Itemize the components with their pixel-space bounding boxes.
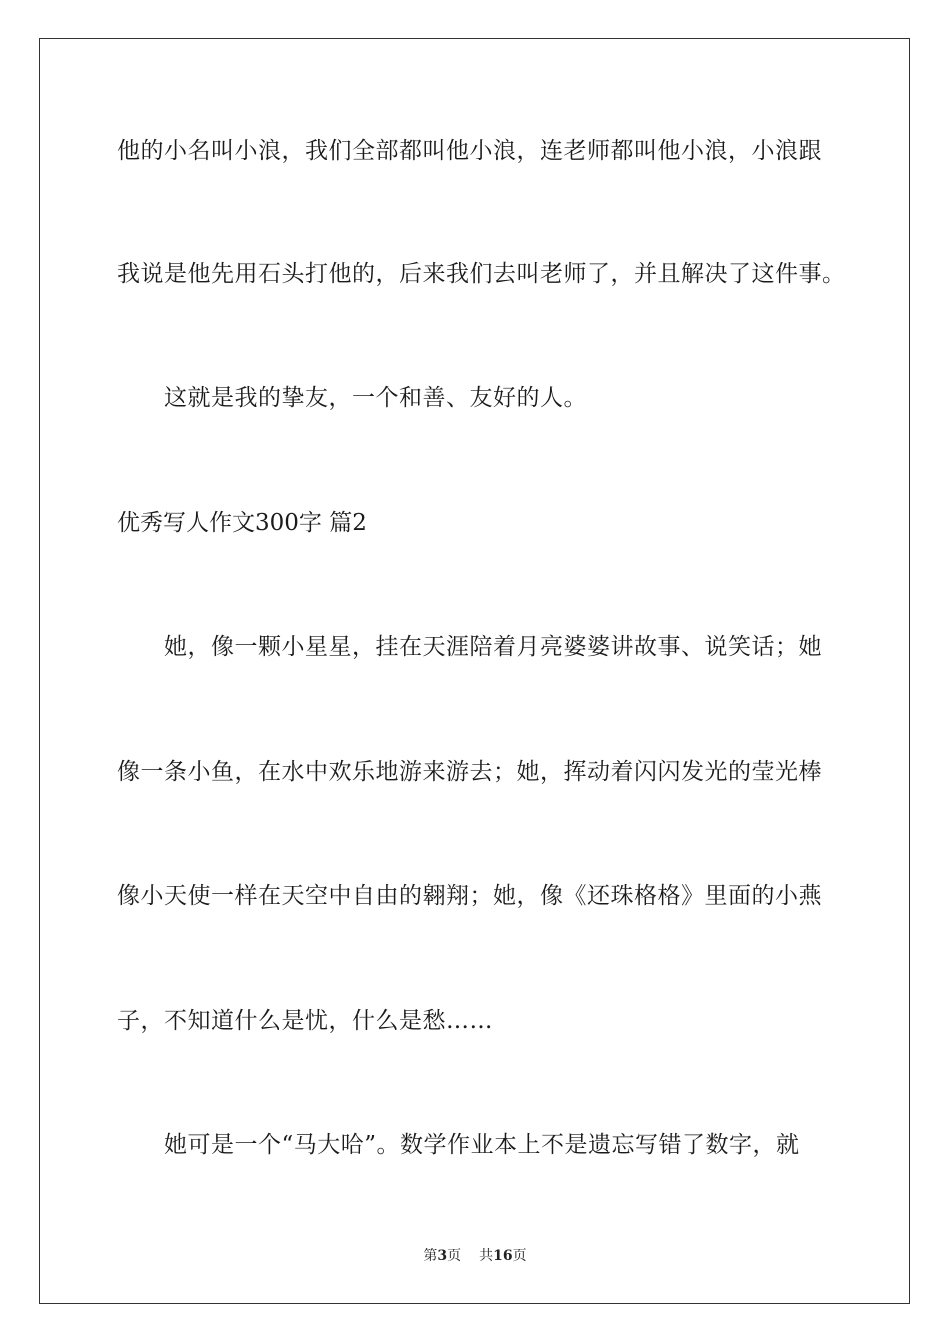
paragraph-line: 像小天使一样在天空中自由的翱翔；她，像《还珠格格》里面的小燕: [117, 883, 822, 909]
paragraph-line: 她可是一个“马大哈”。数学作业本上不是遗忘写错了数字，就: [164, 1132, 800, 1158]
total-suffix: 页: [512, 1248, 527, 1264]
total-prefix: 共: [479, 1248, 494, 1264]
paragraph-line: 我说是他先用石头打他的，后来我们去叫老师了，并且解决了这件事。: [117, 261, 846, 287]
section-heading: 优秀写人作文300字 篇2: [117, 510, 367, 536]
paragraph-line: 他的小名叫小浪，我们全部都叫他小浪，连老师都叫他小浪，小浪跟: [117, 138, 822, 164]
paragraph-line: 像一条小鱼，在水中欢乐地游来游去；她，挥动着闪闪发光的莹光棒: [117, 759, 822, 785]
paragraph-line: 她，像一颗小星星，挂在天涯陪着月亮婆婆讲故事、说笑话；她: [164, 634, 822, 660]
page-border: [39, 38, 910, 1304]
page-total: 16: [493, 1248, 513, 1264]
paragraph-line: 这就是我的挚友，一个和善、友好的人。: [164, 385, 587, 411]
paragraph-line: 子，不知道什么是忧，什么是愁……: [117, 1008, 493, 1034]
page-suffix: 页: [447, 1248, 462, 1264]
page-current: 3: [437, 1248, 448, 1264]
page-footer: [0, 1247, 950, 1265]
page-prefix: 第: [423, 1248, 438, 1264]
